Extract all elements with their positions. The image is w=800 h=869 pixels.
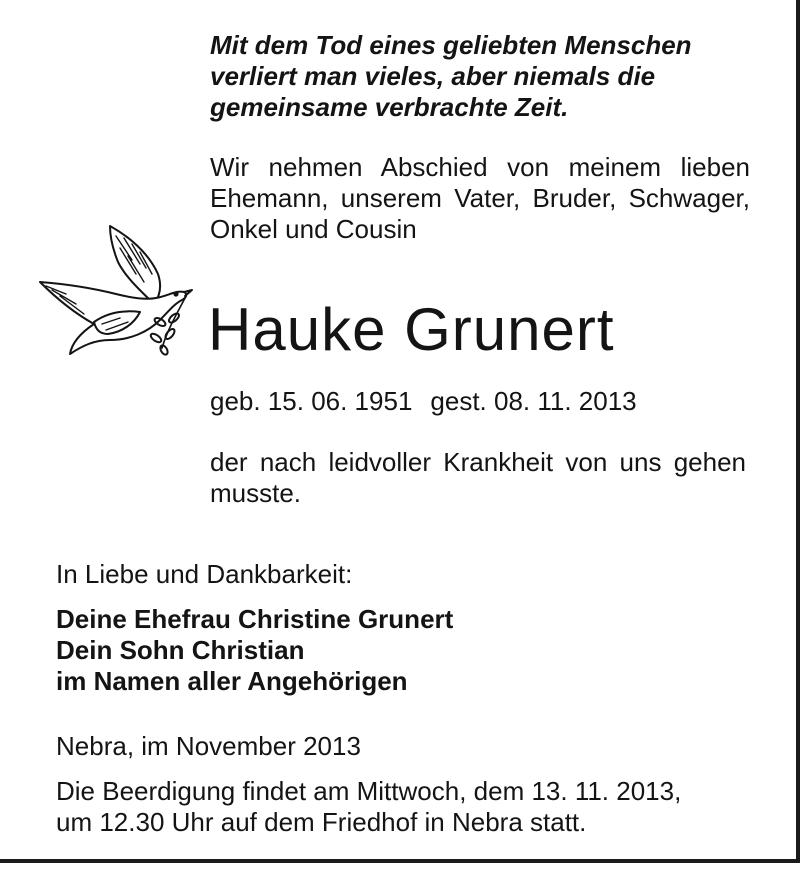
- farewell-text: Wir nehmen Abschied von meinem lieben Ehemann, unserem Vater, Bruder, Schwager, Onkel und Cousin: [210, 152, 750, 244]
- illness-text: der nach leidvoller Krankheit von uns gehen musste.: [210, 447, 746, 508]
- opening-quote: [210, 30, 770, 123]
- funeral-info: [56, 776, 681, 838]
- funeral-line: um 12.30 Uhr auf dem Friedhof in Nebra statt.: [56, 807, 587, 837]
- birth-date: geb. 15. 06. 1951: [210, 386, 413, 416]
- dove-with-olive-branch-icon: [36, 216, 196, 358]
- death-date: gest. 08. 11. 2013: [430, 386, 637, 416]
- quote-line: verliert man vieles, aber niemals die: [210, 61, 656, 91]
- signer-line: Deine Ehefrau Christine Grunert: [56, 604, 454, 634]
- quote-line: Mit dem Tod eines geliebten Menschen: [210, 30, 692, 60]
- place-date: Nebra, im November 2013: [56, 731, 361, 761]
- quote-line: gemeinsame verbrachte Zeit.: [210, 92, 569, 122]
- signers-block: [56, 604, 453, 697]
- funeral-line: Die Beerdigung findet am Mittwoch, dem 13. 11. 2013,: [56, 776, 682, 806]
- signer-line: im Namen aller Angehörigen: [56, 666, 408, 696]
- signer-line: Dein Sohn Christian: [56, 635, 305, 665]
- thanks-line: In Liebe und Dankbarkeit:: [56, 559, 353, 589]
- deceased-name: Hauke Grunert: [208, 296, 615, 363]
- life-dates: [210, 386, 637, 417]
